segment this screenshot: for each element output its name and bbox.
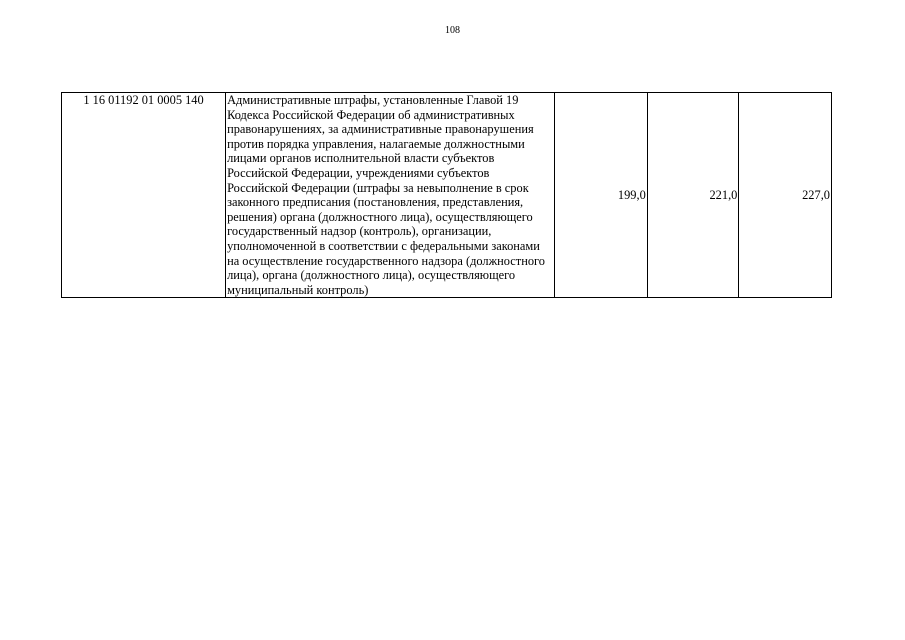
revenue-description: Административные штрафы, установленные Главой 19 Кодекса Российской Федерации об административных правонарушениях, за административные правонарушения против порядка управления, налагаемые должностными лицами органов исполнительной власти субъектов Российской Федерации, учреждениями субъектов Российской Федерации (штрафы за невыполнение в срок законного предписания (постановления, представления, решения) органа (должностного лица), осуществляющего государственный надзор (контроль), организации, уполномоченной в соответствии с федеральными законами на осуществление государственного надзора (должностного лица), органа (должностного лица), осуществляющего муниципальный контроль) [226, 93, 555, 298]
page-number: 108 [445, 25, 460, 36]
table-row [62, 93, 832, 298]
budget-classification-code: 1 16 01192 01 0005 140 [62, 93, 226, 298]
budget-table [61, 92, 832, 298]
amount-year-2: 221,0 [647, 93, 739, 298]
amount-year-1: 199,0 [555, 93, 648, 298]
amount-year-3: 227,0 [739, 93, 832, 298]
